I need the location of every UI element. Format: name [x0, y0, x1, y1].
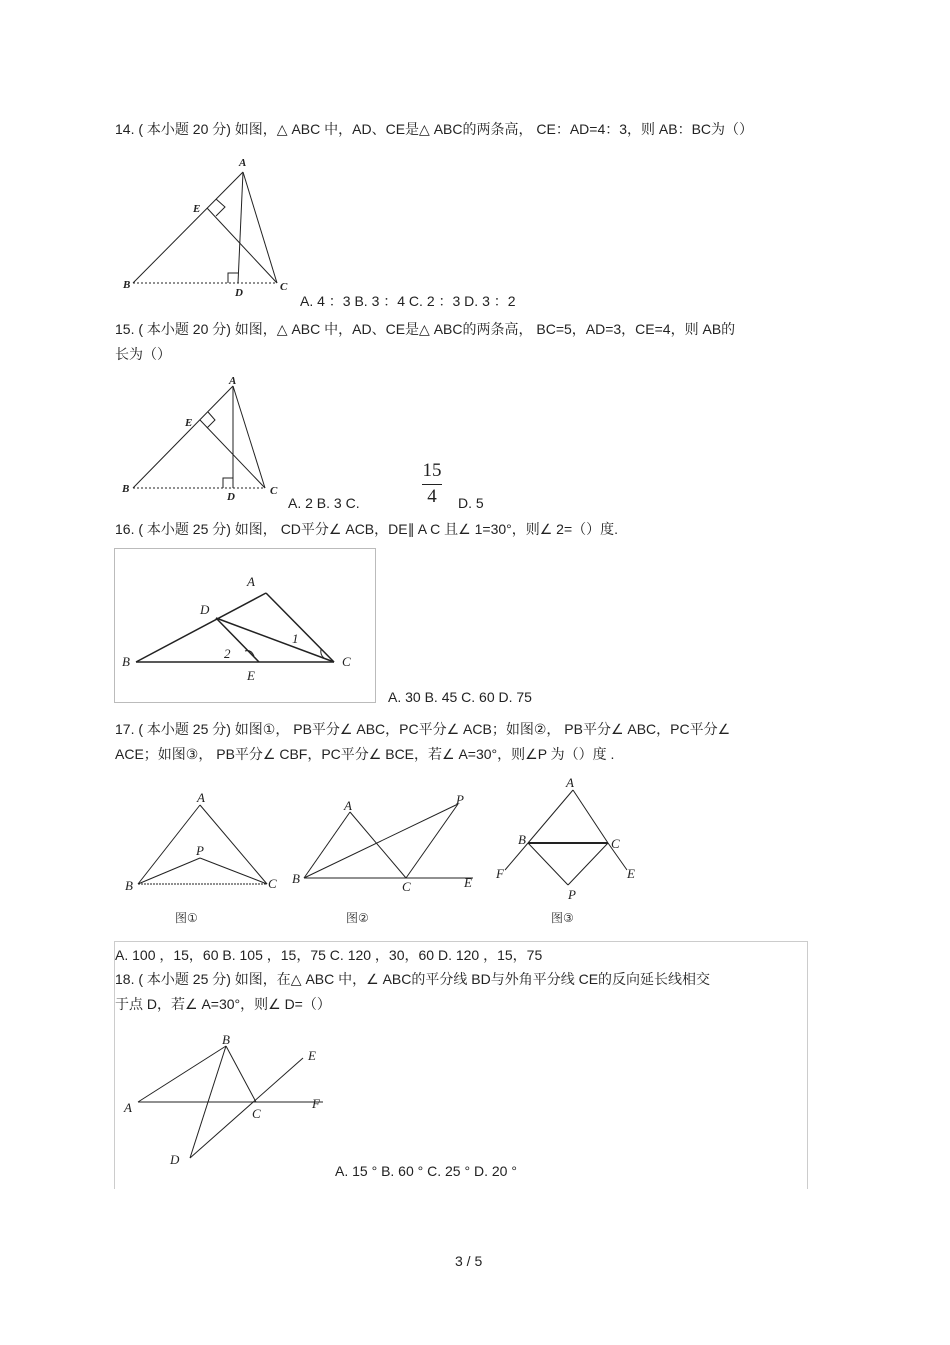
q16-options: A. 30 B. 45 C. 60 D. 75 [388, 689, 532, 705]
q16-label-2: 2 [224, 646, 231, 661]
q16-label-a: A [247, 574, 255, 589]
q18-stem-line2: 于点 D，若∠ A=30°，则∠ D=（） [115, 996, 331, 1012]
q17-fig2-label-c: C [402, 879, 411, 894]
q18-label-b: B [222, 1032, 230, 1047]
q14-label-d: D [235, 287, 243, 299]
q16-label-e: E [247, 668, 255, 683]
q16-label-1: 1 [292, 631, 299, 646]
q17-figure-3 [493, 772, 643, 932]
q14-figure [115, 150, 300, 300]
q17-figure-2 [288, 790, 488, 930]
q14-label-c: C [280, 281, 288, 293]
q16-label-c: C [342, 654, 351, 669]
q15-label-b: B [122, 483, 130, 495]
q18-label-e: E [308, 1048, 316, 1063]
q17-fig3-label-p: P [568, 887, 576, 902]
q17-caption-3: 图③ [551, 911, 574, 925]
q16-stem: 16. ( 本小题 25 分) 如图， CD平分∠ ACB，DE∥ A C 且∠ 1=30°，则∠ 2=（）度. [115, 521, 619, 537]
q17-options: A. 100 ，15，60 B. 105 ，15，75 C. 120 ，30，60 D. 120 ，15，75 [115, 947, 543, 963]
q17-fig1-label-b: B [125, 878, 133, 893]
q15-options-before: A. 2 B. 3 C. [288, 495, 360, 511]
q16-label-b: B [122, 654, 130, 669]
q15-label-c: C [270, 485, 278, 497]
q17-fig3-label-e: E [627, 866, 635, 881]
q17-stem-line2: ACE；如图③， PB平分∠ CBF，PC平分∠ BCE，若∠ A=30°，则∠P 为（）度 . [115, 746, 615, 762]
q17-fig2-label-e: E [464, 875, 472, 890]
q14-stem: 14. ( 本小题 20 分) 如图，△ ABC 中，AD、CE是△ ABC的两条高， CE：AD=4：3，则 AB：BC为（） [115, 121, 754, 137]
q18-label-f: F [312, 1096, 320, 1111]
q17-fig1-label-c: C [268, 876, 277, 891]
q17-stem-line1: 17. ( 本小题 25 分) 如图①， PB平分∠ ABC，PC平分∠ ACB；如图②， PB平分∠ ABC，PC平分∠ [115, 721, 731, 737]
q18-label-d: D [170, 1152, 180, 1167]
q18-label-c: C [252, 1106, 261, 1121]
q14-label-b: B [123, 279, 131, 291]
q17-figure-1 [120, 790, 285, 930]
q15-frac-numerator: 15 [422, 460, 442, 481]
q17-caption-1: 图① [175, 911, 198, 925]
q17-fig3-label-b: B [518, 832, 526, 847]
q15-label-e: E [185, 417, 193, 429]
q18-stem-line1: 18. ( 本小题 25 分) 如图，在△ ABC 中，∠ ABC的平分线 BD与外角平分线 CE的反向延长线相交 [115, 971, 711, 987]
q15-frac-line [422, 484, 442, 485]
q17-fig3-label-f: F [496, 866, 504, 881]
q15-label-d: D [227, 491, 235, 503]
q17-fig2-label-a: A [344, 798, 352, 813]
q15-label-a: A [229, 375, 237, 387]
q15-frac-denominator: 4 [427, 486, 437, 507]
q14-label-e: E [193, 203, 201, 215]
q18-options: A. 15 ° B. 60 ° C. 25 ° D. 20 ° [335, 1163, 517, 1179]
q15-stem-line2: 长为（） [115, 346, 171, 362]
page-number: 3 / 5 [455, 1253, 483, 1269]
q15-figure [115, 372, 290, 502]
q16-label-d: D [200, 602, 210, 617]
q17-fig1-label-p: P [196, 843, 204, 858]
q14-label-a: A [239, 157, 247, 169]
q17-fig2-label-p: P [456, 792, 464, 807]
q17-fig3-label-a: A [566, 775, 574, 790]
q15-options-after: D. 5 [458, 495, 484, 511]
q17-fig3-label-c: C [611, 836, 620, 851]
q16-figure [114, 548, 376, 703]
q17-caption-2: 图② [346, 911, 369, 925]
q17-fig1-label-a: A [197, 790, 205, 805]
q17-fig2-label-b: B [292, 871, 300, 886]
q18-figure [118, 1030, 338, 1170]
q18-label-a: A [124, 1100, 132, 1115]
q15-stem-line1: 15. ( 本小题 20 分) 如图，△ ABC 中，AD、CE是△ ABC的两条高， BC=5，AD=3，CE=4，则 AB的 [115, 321, 736, 337]
q14-options: A. 4 ：3 B. 3 ：4 C. 2 ：3 D. 3 ：2 [300, 293, 516, 309]
